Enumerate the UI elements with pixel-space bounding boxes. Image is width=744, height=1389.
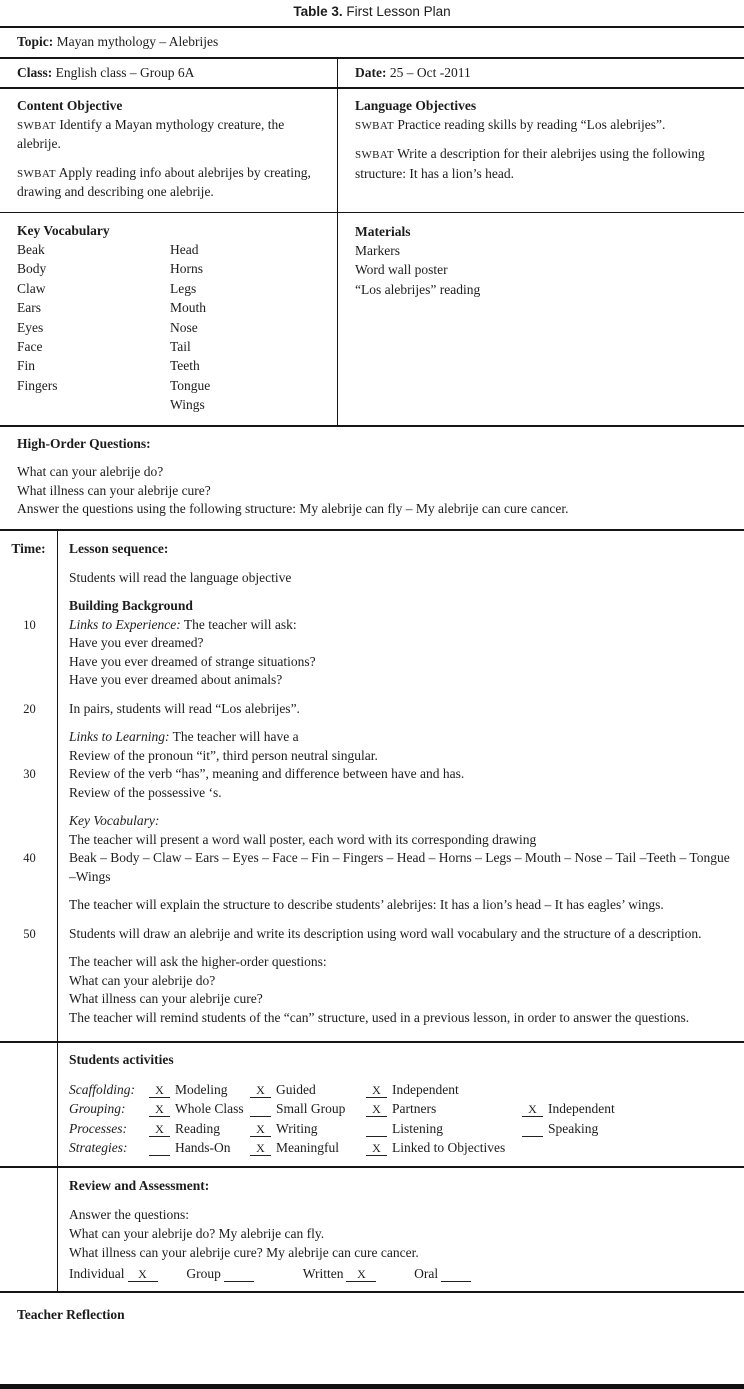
lesson-step: The teacher will remind students of the “can” structure, used in a previous lesson, in order to answer the questions. bbox=[69, 1009, 690, 1025]
time-value: 20 bbox=[23, 701, 36, 716]
high-order-questions-row bbox=[0, 427, 744, 531]
lesson-step: The teacher will explain the structure to describe students’ alebrijes: It has a lion’s head – It has eagles’ wings. bbox=[69, 897, 664, 913]
date-value: 25 – Oct -2011 bbox=[386, 64, 471, 80]
date-label: Date: bbox=[355, 64, 387, 80]
topic-row bbox=[0, 28, 744, 59]
review-check: Oral bbox=[414, 1264, 476, 1283]
lesson-step: Building Background bbox=[69, 598, 193, 614]
lesson-step: 40 Beak – Body – Claw – Ears – Eyes – Face – Fin – Fingers – Head – Horns – Legs – Mouth – Nose – Tail –Teeth – Tongue –Wings bbox=[69, 849, 732, 886]
objective-item: SWBAT Write a description for their alebrijes using the following structure: It has a lion’s head. bbox=[355, 146, 705, 181]
vocab-item: Wings bbox=[170, 397, 205, 413]
vocab-item: Body bbox=[17, 261, 47, 277]
time-column-label: Time: bbox=[11, 541, 46, 557]
table-caption bbox=[0, 0, 744, 26]
activity-option: X Meaningful bbox=[250, 1138, 366, 1158]
vocab-item: Tail bbox=[170, 339, 191, 355]
lesson-step: Have you ever dreamed of strange situations? bbox=[69, 653, 316, 669]
check-mark: X bbox=[149, 1083, 170, 1098]
material-item: Markers bbox=[355, 242, 400, 258]
lesson-step: Review of the pronoun “it”, third person neutral singular. bbox=[69, 747, 378, 763]
check-mark: X bbox=[250, 1122, 271, 1137]
lesson-step: The teacher will present a word wall poster, each word with its corresponding drawing bbox=[69, 831, 537, 847]
check-mark: X bbox=[250, 1083, 271, 1098]
review-check: Individual X bbox=[69, 1264, 183, 1283]
check-mark: X bbox=[149, 1122, 170, 1137]
key-vocabulary-heading: Key Vocabulary bbox=[17, 222, 110, 238]
lesson-step: Have you ever dreamed? bbox=[69, 635, 204, 651]
question-line: What illness can your alebrije cure? bbox=[17, 482, 211, 498]
review-checks bbox=[69, 1264, 732, 1283]
activity-label: Scaffolding: bbox=[69, 1081, 135, 1097]
review-line: Answer the questions: bbox=[69, 1206, 189, 1222]
lesson-step: Review of the possessive ‘s. bbox=[69, 784, 222, 800]
vocab-column-1 bbox=[17, 240, 170, 415]
topic-label: Topic: bbox=[17, 34, 54, 49]
activity-option: Small Group bbox=[250, 1099, 366, 1119]
lesson-step: 20 In pairs, students will read “Los alebrijes”. bbox=[69, 700, 732, 719]
table-title: First Lesson Plan bbox=[342, 4, 451, 19]
vocab-item: Nose bbox=[170, 319, 198, 335]
objective-item: SWBAT Apply reading info about alebrijes by creating, drawing and describing one alebrije. bbox=[17, 164, 311, 199]
material-item: “Los alebrijes” reading bbox=[355, 281, 481, 297]
vocab-item: Face bbox=[17, 339, 43, 355]
question-line: What can your alebrije do? bbox=[17, 464, 164, 480]
content-objective-heading: Content Objective bbox=[17, 98, 123, 113]
review-line: What can your alebrije do? My alebrije can fly. bbox=[69, 1225, 325, 1241]
vocab-item: Head bbox=[170, 242, 199, 257]
swbat-tag: SWBAT bbox=[355, 149, 394, 161]
check-mark bbox=[522, 1122, 543, 1137]
time-value: 40 bbox=[23, 851, 36, 866]
lesson-step: Key Vocabulary: bbox=[69, 813, 160, 829]
activity-label: Grouping: bbox=[69, 1101, 126, 1117]
swbat-tag: SWBAT bbox=[17, 167, 56, 180]
review-check: Written X bbox=[303, 1264, 411, 1283]
activity-option: X Reading bbox=[149, 1119, 250, 1139]
vocab-column-2 bbox=[170, 240, 210, 415]
lesson-step: Students will read the language objective bbox=[69, 569, 292, 585]
lesson-sequence-row bbox=[0, 531, 744, 1043]
lesson-step: 30 Review of the verb “has”, meaning and difference between have and has. bbox=[69, 765, 732, 784]
check-mark bbox=[224, 1267, 254, 1282]
review-line: What illness can your alebrije cure? My alebrije can cure cancer. bbox=[69, 1244, 419, 1260]
vocab-item: Fingers bbox=[17, 377, 58, 393]
language-objectives-heading: Language Objectives bbox=[355, 98, 477, 113]
check-mark: X bbox=[250, 1141, 271, 1156]
activity-row bbox=[69, 1138, 732, 1158]
swbat-tag: SWBAT bbox=[355, 119, 394, 132]
materials-heading: Materials bbox=[355, 223, 411, 239]
students-activities-row bbox=[0, 1043, 744, 1168]
check-mark: X bbox=[346, 1267, 376, 1282]
check-mark bbox=[441, 1267, 471, 1282]
activity-label: Strategies: bbox=[69, 1140, 128, 1156]
lesson-step: What illness can your alebrije cure? bbox=[69, 991, 263, 1007]
activity-label: Processes: bbox=[69, 1120, 127, 1136]
activity-option: X Partners bbox=[366, 1099, 522, 1119]
reflection-blank-space bbox=[0, 1324, 744, 1384]
check-mark: X bbox=[149, 1102, 170, 1117]
activity-option: X Independent bbox=[522, 1099, 732, 1119]
time-value: 30 bbox=[23, 767, 36, 782]
lesson-plan-table bbox=[0, 26, 744, 1293]
vocab-item: Tongue bbox=[170, 377, 211, 393]
vocab-item: Eyes bbox=[17, 319, 44, 335]
check-mark: X bbox=[522, 1102, 543, 1117]
lesson-step: 10 Links to Experience: The teacher will ask: bbox=[69, 616, 732, 635]
activity-option: X Writing bbox=[250, 1119, 366, 1139]
check-mark bbox=[366, 1122, 387, 1137]
class-label: Class: bbox=[17, 64, 53, 80]
objectives-row bbox=[0, 89, 744, 213]
time-value: 50 bbox=[23, 926, 36, 941]
lesson-step: 50 Students will draw an alebrije and write its description using word wall vocabulary and the structure of a description. bbox=[69, 925, 732, 944]
vocabulary-row bbox=[0, 213, 744, 427]
check-mark: X bbox=[366, 1083, 387, 1098]
vocab-item: Legs bbox=[170, 280, 197, 296]
activity-option: X Whole Class bbox=[149, 1099, 250, 1119]
activity-option: X Independent bbox=[366, 1080, 522, 1100]
high-order-heading: High-Order Questions: bbox=[17, 435, 151, 451]
activity-row bbox=[69, 1099, 732, 1119]
check-mark: X bbox=[366, 1102, 387, 1117]
check-mark: X bbox=[366, 1141, 387, 1156]
topic-value: Mayan mythology – Alebrijes bbox=[53, 34, 219, 49]
students-activities-heading: Students activities bbox=[69, 1052, 174, 1068]
review-heading: Review and Assessment: bbox=[69, 1177, 210, 1193]
objective-item: SWBAT Practice reading skills by reading “Los alebrijes”. bbox=[355, 116, 666, 132]
swbat-tag: SWBAT bbox=[17, 119, 56, 132]
question-line: Answer the questions using the following structure: My alebrije can fly – My alebrije can cure cancer. bbox=[17, 501, 569, 517]
lesson-step: Links to Learning: The teacher will have a bbox=[69, 729, 299, 745]
activity-option: X Guided bbox=[250, 1080, 366, 1100]
end-rule bbox=[0, 1384, 744, 1389]
lesson-step: The teacher will ask the higher-order questions: bbox=[69, 954, 327, 970]
table-number: Table 3. bbox=[293, 4, 343, 19]
teacher-reflection-heading: Teacher Reflection bbox=[17, 1306, 125, 1322]
objective-item: SWBAT Identify a Mayan mythology creature, the alebrije. bbox=[17, 116, 285, 151]
lesson-step: Have you ever dreamed about animals? bbox=[69, 672, 283, 688]
vocab-item: Ears bbox=[17, 300, 41, 316]
vocab-item: Beak bbox=[17, 242, 45, 257]
vocab-item: Mouth bbox=[170, 300, 207, 316]
review-check: Group bbox=[186, 1264, 299, 1283]
vocab-item: Fin bbox=[17, 358, 36, 374]
check-mark: X bbox=[128, 1267, 158, 1282]
vocab-item: Claw bbox=[17, 280, 46, 296]
review-assessment-row bbox=[0, 1168, 744, 1293]
class-date-row bbox=[0, 59, 744, 90]
check-mark bbox=[149, 1141, 170, 1156]
class-value: English class – Group 6A bbox=[52, 64, 195, 80]
activity-option: X Linked to Objectives bbox=[366, 1138, 522, 1158]
check-mark bbox=[250, 1102, 271, 1117]
material-item: Word wall poster bbox=[355, 262, 448, 278]
lesson-sequence-heading: Lesson sequence: bbox=[69, 541, 169, 557]
time-value: 10 bbox=[23, 617, 36, 632]
activity-row bbox=[69, 1080, 732, 1100]
activity-option: Listening bbox=[366, 1119, 522, 1139]
activity-option: Speaking bbox=[522, 1119, 732, 1139]
activity-option: X Modeling bbox=[149, 1080, 250, 1100]
vocab-item: Teeth bbox=[170, 358, 200, 374]
activity-option: Hands-On bbox=[149, 1138, 250, 1158]
lesson-step: What can your alebrije do? bbox=[69, 972, 216, 988]
activity-row bbox=[69, 1119, 732, 1139]
vocab-item: Horns bbox=[170, 261, 203, 277]
